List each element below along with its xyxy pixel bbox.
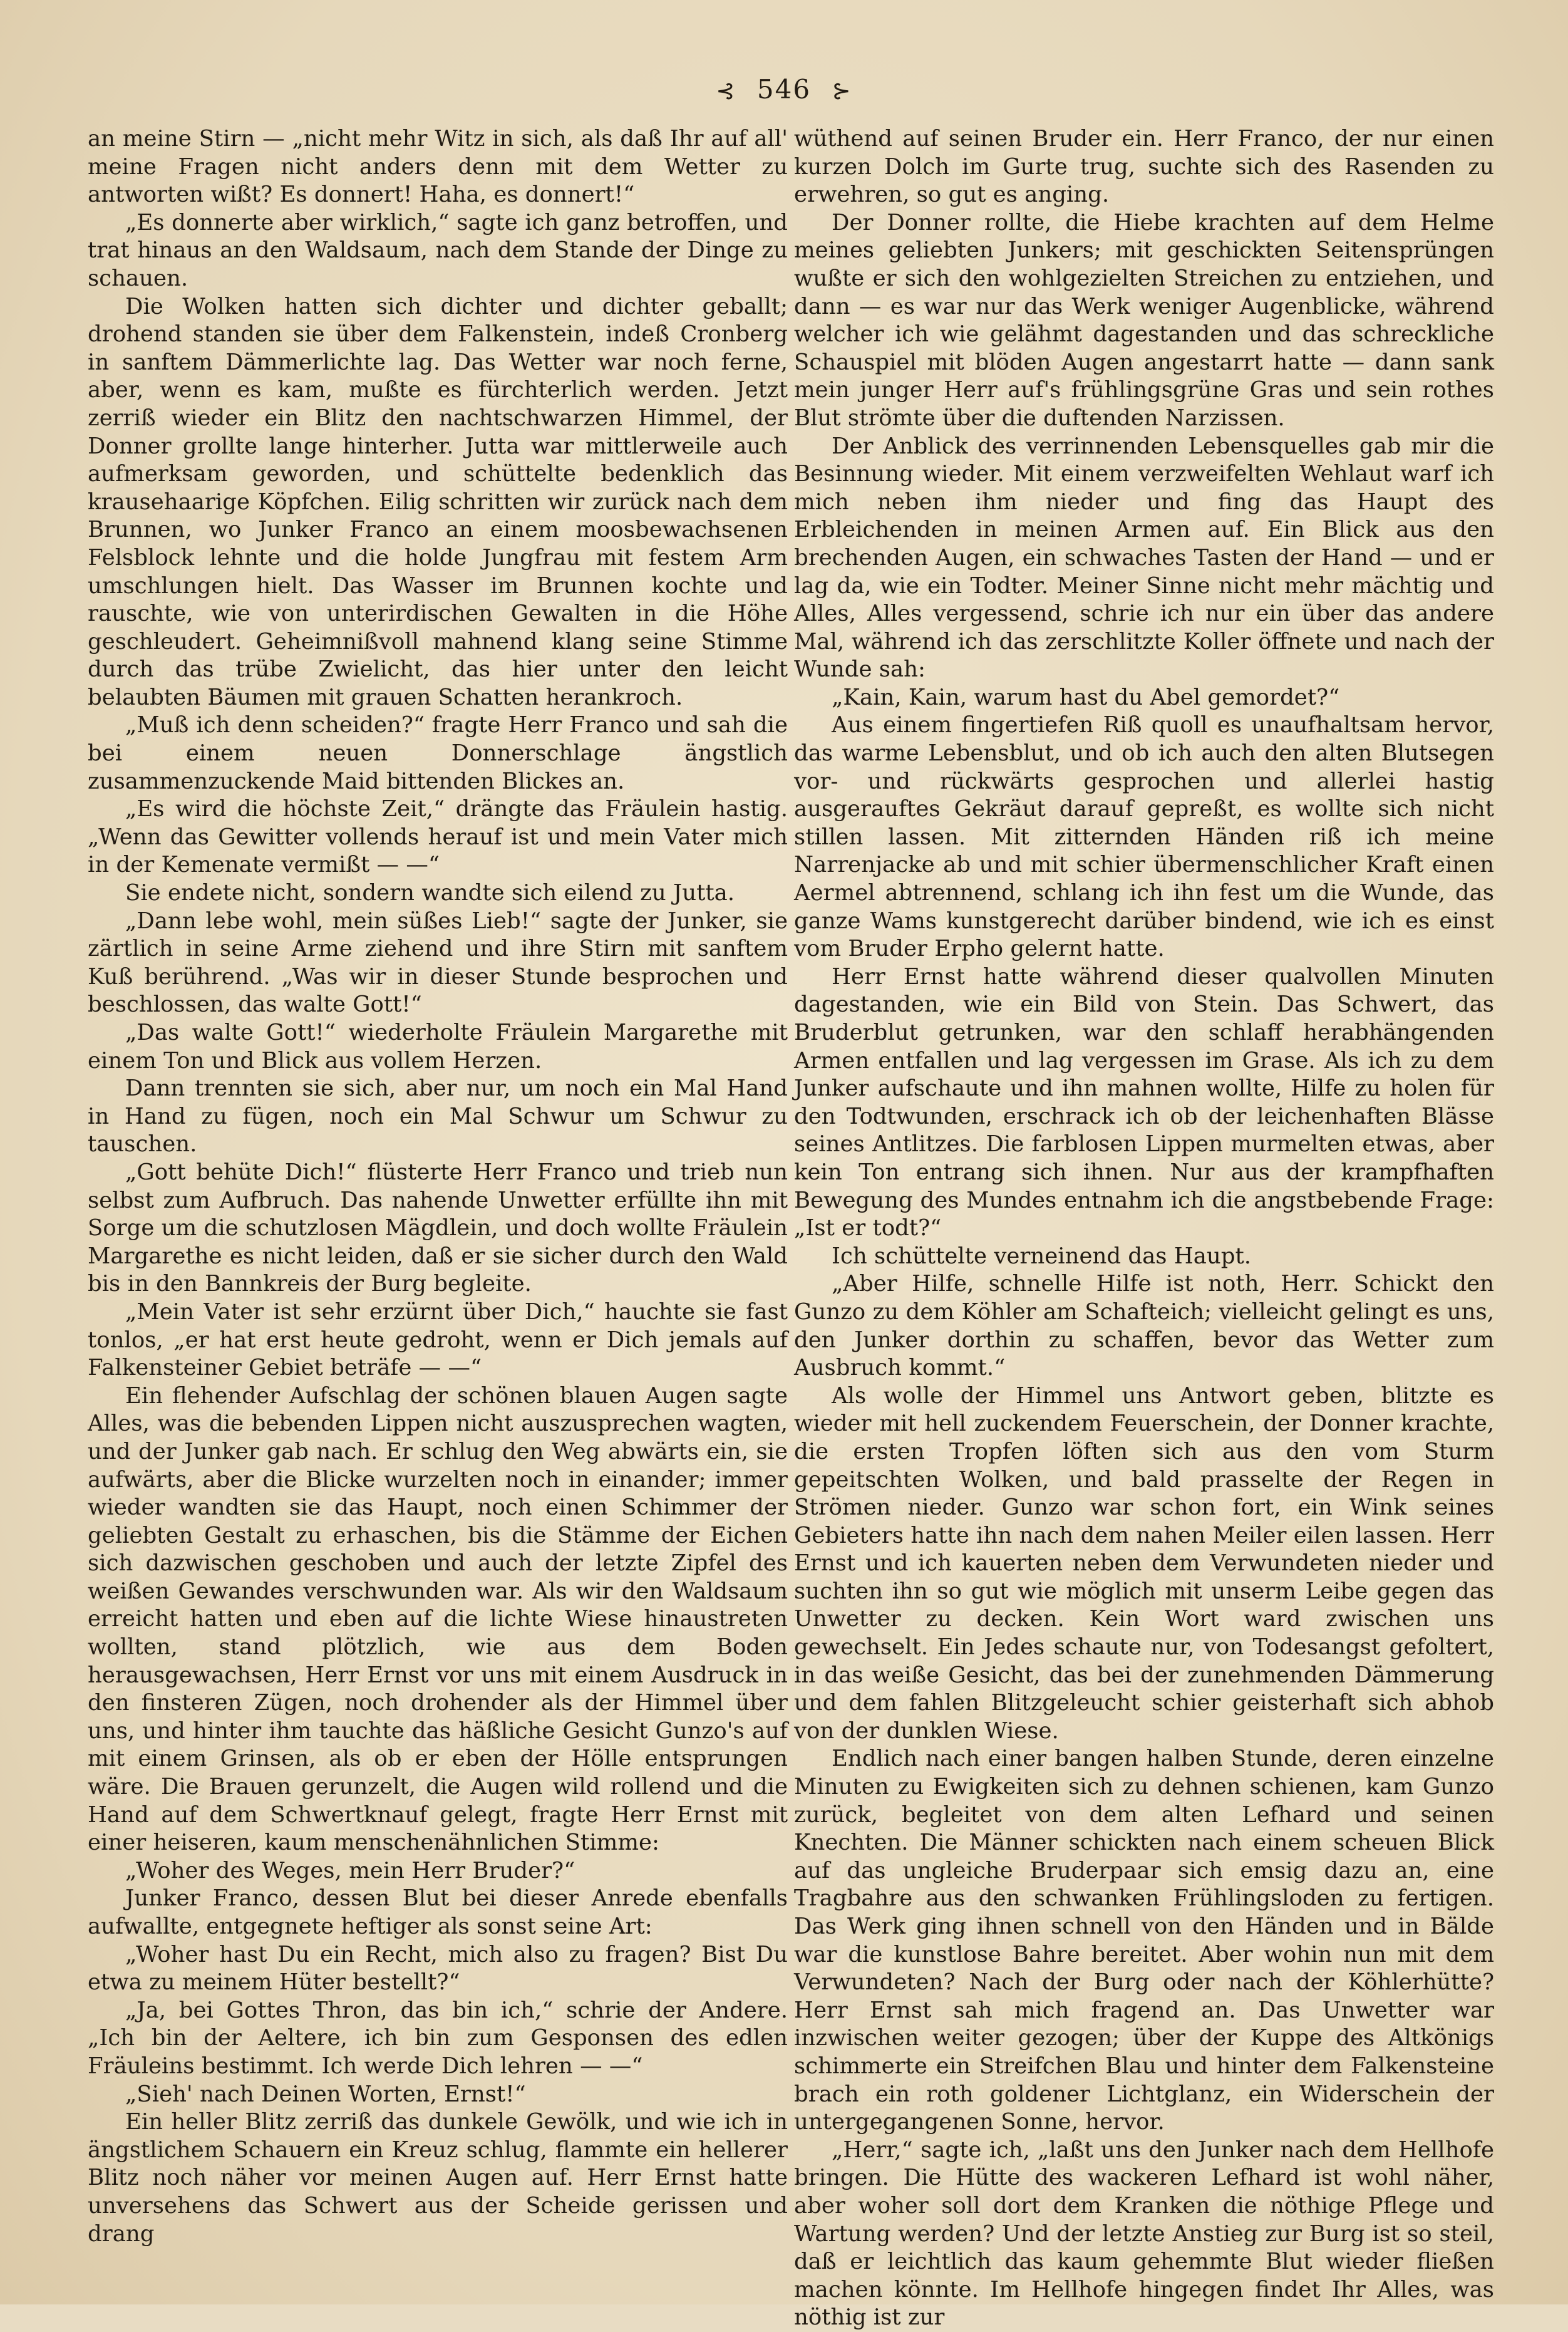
paragraph: „Ja, bei Gottes Thron, das bin ich,“ schrie der Andere. „Ich bin der Aeltere, ich bin zum Gesponsen des edlen Fräuleins bestimmt. Ich werde Dich lehren — —“ [88,1997,788,2079]
paragraph: Ich schüttelte verneinend das Haupt. [832,1243,1251,1269]
paragraph: „Dann lebe wohl, mein süßes Lieb!“ sagte der Junker, sie zärtlich in seine Arme ziehend und ihre Stirn mit sanftem Kuß berührend. „Was wir in dieser Stunde besprochen und beschlossen, das walte Gott!“ [88,908,788,1018]
paragraph: Als wolle der Himmel uns Antwort geben, blitzte es wieder mit hell zuckendem Feuerschein, der Donner krachte, die ersten Tropfen löften sich aus den vom Sturm gepeitschten Wolken, und bald prasselte der Regen in Strömen nieder. Gunzo war schon fort, ein Wink seines Gebieters hatte ihn nach dem nahen Meiler eilen lassen. Herr Ernst und ich kauerten neben dem Verwundeten nieder und suchten ihn so gut wie möglich mit unserm Leibe gegen das Unwetter zu decken. Kein Wort ward zwischen uns gewechselt. Ein Jedes schaute nur, von Todesangst gefoltert, in das weiße Gesicht, das bei der zunehmenden Dämmerung und dem fahlen Blitzgeleucht schier geisterhaft sich abhob von der dunklen Wiese. [794,1382,1494,1744]
paragraph: Sie endete nicht, sondern wandte sich eilend zu Jutta. [125,880,735,906]
paragraph: Aus einem fingertiefen Riß quoll es unaufhaltsam hervor, das warme Lebensblut, und ob ich auch den alten Blutsegen vor- und rückwärts gesprochen und allerlei hastig ausgerauftes Gekräut darauf gepreßt, es wollte sich nicht stillen lassen. Mit zitternden Händen riß ich meine Narrenjacke ab und mit schier übermenschlicher Kraft einen Aermel abtrennend, schlang ich ihn fest um die Wunde, das ganze Wams kunstgerecht darüber bindend, wie ich es einst vom Bruder Erpho gelernt hatte. [794,712,1494,962]
paragraph: „Gott behüte Dich!“ flüsterte Herr Franco und trieb nun selbst zum Aufbruch. Das nahende Unwetter erfüllte ihn mit Sorge um die schutzlosen Mägdlein, und doch wollte Fräulein Margarethe es nicht leiden, daß er sie sicher durch den Wald bis in den Bannkreis der Burg begleite. [88,1159,788,1297]
paragraph: „Woher hast Du ein Recht, mich also zu fragen? Bist Du etwa zu meinem Hüter bestellt?“ [88,1941,788,1996]
paragraph: „Muß ich denn scheiden?“ fragte Herr Franco und sah die bei einem neuen Donnerschlage ängstlich zusammenzuckende Maid bittenden Blickes an. [88,712,788,794]
paragraph: „Mein Vater ist sehr erzürnt über Dich,“ hauchte sie fast tonlos, „er hat erst heute gedroht, wenn er Dich jemals auf Falkensteiner Gebiet beträfe — —“ [88,1298,788,1381]
paragraph: an meine Stirn — „nicht mehr Witz in sich, als daß Ihr auf all' meine Fragen nicht anders denn mit dem Wetter zu antworten wißt? Es donnert! Haha, es donnert!“ [88,126,788,208]
paragraph: Ein flehender Aufschlag der schönen blauen Augen sagte Alles, was die bebenden Lippen nicht auszusprechen wagten, und der Junker gab nach. Er schlug den Weg abwärts ein, sie aufwärts, aber die Blicke wurzelten noch in einander; immer wieder wandten sie das Haupt, noch einen Schimmer der geliebten Gestalt zu erhaschen, bis die Stämme der Eichen sich dazwischen geschoben und auch der letzte Zipfel des weißen Gewandes verschwunden war. Als wir den Waldsaum erreicht hatten und eben auf die lichte Wiese hinaustreten wollten, stand plötzlich, wie aus dem Boden herausgewachsen, Herr Ernst vor uns mit einem Ausdruck in den finsteren Zügen, noch drohender als der Himmel über uns, und hinter ihm tauchte das häßliche Gesicht Gunzo's auf mit einem Grinsen, als ob er eben der Hölle entsprungen wäre. Die Brauen gerunzelt, die Augen wild rollend und die Hand auf dem Schwertknauf gelegt, fragte Herr Ernst mit einer heiseren, kaum menschenähnlichen Stimme: [88,1382,788,1856]
left-column [88,125,788,2248]
paragraph: „Sieh' nach Deinen Worten, Ernst!“ [125,2081,526,2107]
paragraph: Junker Franco, dessen Blut bei dieser Anrede ebenfalls aufwallte, entgegnete heftiger als sonst seine Art: [88,1885,788,1939]
paragraph: „Kain, Kain, warum hast du Abel gemordet?“ [832,684,1340,710]
page-number: 546 [756,74,812,105]
ornament-right: ⊱ [832,78,852,104]
paragraph: Der Donner rollte, die Hiebe krachten auf dem Helme meines geliebten Junkers; mit geschickten Seitensprüngen wußte er sich den wohlgezielten Streichen zu entziehen, und dann — es war nur das Werk weniger Augenblicke, während welcher ich wie gelähmt dagestanden und das schreckliche Schauspiel mit blöden Augen angestarrt hatte — dann sank mein junger Herr auf's frühlingsgrüne Gras und sein rothes Blut strömte über die duftenden Narzissen. [794,209,1494,431]
paragraph: wüthend auf seinen Bruder ein. Herr Franco, der nur einen kurzen Dolch im Gurte trug, suchte sich des Rasenden zu erwehren, so gut es anging. [794,126,1494,208]
paragraph: Der Anblick des verrinnenden Lebensquelles gab mir die Besinnung wieder. Mit einem verzweifelten Wehlaut warf ich mich neben ihm nieder und fing das Haupt des Erbleichenden in meinen Armen auf. Ein Blick aus den brechenden Augen, ein schwaches Tasten der Hand — und er lag da, wie ein Todter. Meiner Sinne nicht mehr mächtig und Alles, Alles vergessend, schrie ich nur ein über das andere Mal, während ich das zerschlitzte Koller öffnete und nach der Wunde sah: [794,433,1494,683]
paragraph: „Es donnerte aber wirklich,“ sagte ich ganz betroffen, und trat hinaus an den Waldsaum, nach dem Stande der Dinge zu schauen. [88,209,788,291]
right-column [794,125,1494,2332]
ornament-left: ⊰ [716,78,736,104]
paragraph: Die Wolken hatten sich dichter und dichter geballt; drohend standen sie über dem Falkenstein, indeß Cronberg in sanftem Dämmerlichte lag. Das Wetter war noch ferne, aber, wenn es kam, mußte es fürchterlich werden. Jetzt zerriß wieder ein Blitz den nachtschwarzen Himmel, der Donner grollte lange hinterher. Jutta war mittlerweile auch aufmerksam geworden, und schüttelte bedenklich das krausehaarige Köpfchen. Eilig schritten wir zurück nach dem Brunnen, wo Junker Franco an einem moosbewachsenen Felsblock lehnte und die holde Jungfrau mit festem Arm umschlungen hielt. Das Wasser im Brunnen kochte und rauschte, wie von unterirdischen Gewalten in die Höhe geschleudert. Geheimnißvoll mahnend klang seine Stimme durch das trübe Zwielicht, das hier unter den leicht belaubten Bäumen mit grauen Schatten herankroch. [88,293,788,710]
paragraph: Dann trennten sie sich, aber nur, um noch ein Mal Hand in Hand zu fügen, noch ein Mal Schwur um Schwur zu tauschen. [88,1075,788,1158]
paragraph: „Herr,“ sagte ich, „laßt uns den Junker nach dem Hellhofe bringen. Die Hütte des wackeren Lefhard ist wohl näher, aber woher soll dort dem Kranken die nöthige Pflege und Wartung werden? Und der letzte Anstieg zur Burg ist so steil, daß er leichtlich das kaum gehemmte Blut wieder fließen machen könnte. Im Hellhofe hingegen findet Ihr Alles, was nöthig ist zur [794,2137,1494,2331]
paragraph: „Woher des Weges, mein Herr Bruder?“ [125,1857,575,1884]
page-header [0,74,1568,105]
paragraph: „Aber Hilfe, schnelle Hilfe ist noth, Herr. Schickt den Gunzo zu dem Köhler am Schafteich; vielleicht gelingt es uns, den Junker dorthin zu schaffen, bevor das Wetter zum Ausbruch kommt.“ [794,1271,1494,1381]
paragraph: Herr Ernst hatte während dieser qualvollen Minuten dagestanden, wie ein Bild von Stein. Das Schwert, das Bruderblut getrunken, war den schlaff herabhängenden Armen entfallen und lag vergessen im Grase. Als ich zu dem Junker aufschaute und ihn mahnen wollte, Hilfe zu holen für den Todtwunden, erschrack ich ob der leichenhaften Blässe seines Antlitzes. Die farblosen Lippen murmelten etwas, aber kein Ton entrang sich ihnen. Nur aus der krampfhaften Bewegung des Mundes entnahm ich die angstbebende Frage: „Ist er todt?“ [794,963,1494,1241]
paragraph: „Das walte Gott!“ wiederholte Fräulein Margarethe mit einem Ton und Blick aus vollem Herzen. [88,1020,788,1074]
paragraph: „Es wird die höchste Zeit,“ drängte das Fräulein hastig. „Wenn das Gewitter vollends herauf ist und mein Vater mich in der Kemenate vermißt — —“ [88,796,788,878]
paragraph: Ein heller Blitz zerriß das dunkele Gewölk, und wie ich in ängstlichem Schauern ein Kreuz schlug, flammte ein hellerer Blitz noch näher vor meinen Augen auf. Herr Ernst hatte unversehens das Schwert aus der Scheide gerissen und drang [88,2109,788,2247]
paragraph: Endlich nach einer bangen halben Stunde, deren einzelne Minuten zu Ewigkeiten sich zu dehnen schienen, kam Gunzo zurück, begleitet von dem alten Lefhard und seinen Knechten. Die Männer schickten nach einem scheuen Blick auf das ungleiche Bruderpaar sich emsig dazu an, eine Tragbahre aus den schwanken Frühlingsloden zu fertigen. Das Werk ging ihnen schnell von den Händen und in Bälde war die kunstlose Bahre bereitet. Aber wohin nun mit dem Verwundeten? Nach der Burg oder nach der Köhlerhütte? Herr Ernst sah mich fragend an. Das Unwetter war inzwischen weiter gezogen; über der Kuppe des Altkönigs schimmerte ein Streifchen Blau und hinter dem Falkensteine brach ein roth goldener Lichtglanz, ein Widerschein der untergegangenen Sonne, hervor. [794,1746,1494,2135]
